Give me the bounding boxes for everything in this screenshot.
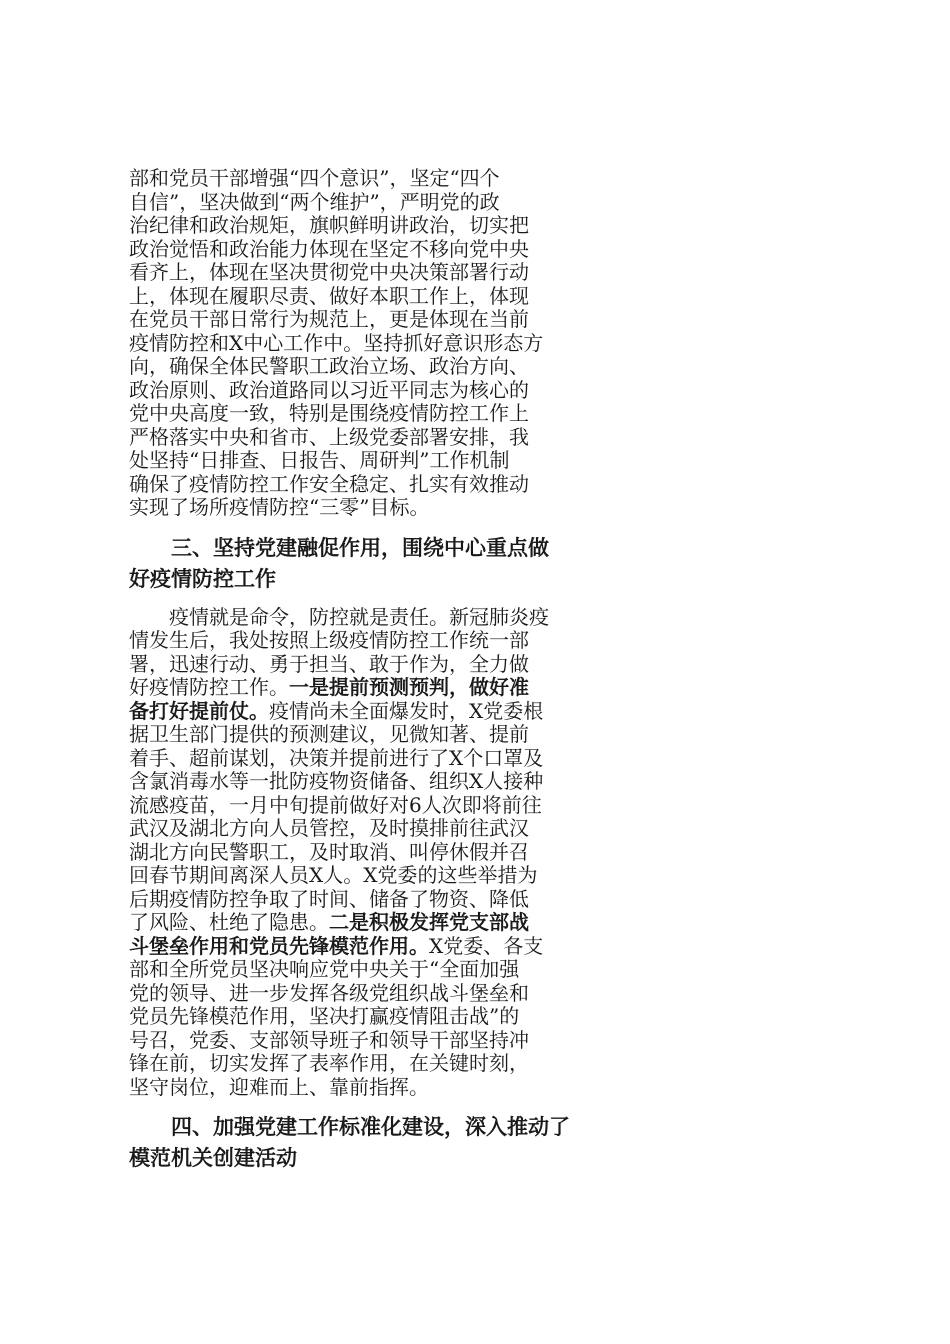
- text-run: 着手、超前谋划，决策并提前进行了X个口罩及: [129, 745, 544, 770]
- text-run: 了风险、杜绝了隐患。: [129, 910, 329, 934]
- text-run: 党的领导、进一步发挥各级党组织战斗堡垒和: [129, 980, 529, 1005]
- text-line: [129, 308, 819, 332]
- text-line: [129, 261, 819, 285]
- text-run: 政治原则、政治道路同以习近平同志为核心的: [129, 377, 529, 402]
- text-run: 流感疫苗，一月中旬提前做好对6人次即将前往: [129, 792, 542, 817]
- text-run: 疫情尚未全面爆发时，X党委根: [269, 698, 544, 723]
- text-line: [129, 496, 819, 520]
- text-line: [129, 982, 819, 1006]
- text-run: 疫情就是命令，防控就是责任。新冠肺炎疫: [129, 604, 549, 629]
- text-line: [129, 700, 819, 724]
- text-run: 在党员干部日常行为规范上，更是体现在当前: [129, 307, 529, 331]
- text-line: [129, 1076, 819, 1100]
- text-line: [129, 1029, 819, 1053]
- text-line: [129, 770, 819, 794]
- text-line: [129, 473, 819, 497]
- text-run: 上，体现在履职尽责、做好本职工作上，体现: [129, 283, 529, 308]
- text-run: 后期疫情防控争取了时间、储备了物资、降低: [129, 886, 529, 911]
- section-heading: [129, 1111, 819, 1173]
- paragraph: [129, 606, 819, 1100]
- text-line: [129, 449, 819, 473]
- text-run: 严格落实中央和省市、上级党委部署安排，我: [129, 424, 529, 449]
- text-line: [129, 285, 819, 309]
- text-line: [129, 723, 819, 747]
- text-run: 看齐上，体现在坚决贯彻党中央决策部署行动: [129, 260, 529, 284]
- text-run: 好疫情防控工作: [129, 565, 276, 591]
- bold-text: 斗堡垒作用和党员先锋模范作用。: [129, 933, 429, 958]
- text-line: [129, 958, 819, 982]
- text-line: [129, 653, 819, 677]
- text-run: 湖北方向民警职工，及时取消、叫停休假并召: [129, 839, 529, 864]
- text-line: [129, 676, 819, 700]
- text-line: [129, 888, 819, 912]
- text-run: 向，确保全体民警职工政治立场、政治方向、: [129, 354, 529, 378]
- text-line: [129, 167, 819, 191]
- text-line: [129, 379, 819, 403]
- bold-text: 二是积极发挥党支部战: [329, 910, 529, 934]
- text-run: 实现了场所疫情防控“三零”目标。: [129, 495, 430, 519]
- text-line: [129, 864, 819, 888]
- text-run: 治纪律和政治规矩，旗帜鲜明讲政治，切实把: [129, 213, 529, 237]
- text-run: 坚守岗位，迎难而上、靠前指挥。: [129, 1074, 429, 1099]
- text-run: 模范机关创建活动: [129, 1145, 297, 1170]
- text-run: 回春节期间离深人员X人。X党委的这些举措为: [129, 863, 538, 887]
- section-heading: [129, 532, 819, 594]
- text-line: [129, 747, 819, 771]
- text-line: [129, 191, 819, 215]
- text-line: [129, 214, 819, 238]
- text-line: [129, 1142, 819, 1173]
- text-line: [129, 841, 819, 865]
- text-line: [129, 332, 819, 356]
- text-line: [129, 817, 819, 841]
- text-run: 部和全所党员坚决响应党中央关于“全面加强: [129, 957, 520, 981]
- text-run: 好疫情防控工作。: [129, 675, 289, 699]
- text-run: 含氯消毒水等一批防疫物资储备、组织X人接种: [129, 769, 544, 793]
- text-line: [129, 402, 819, 426]
- text-run: 党员先锋模范作用，坚决打赢疫情阻击战”的: [129, 1004, 520, 1028]
- bold-text: 备打好提前仗。: [129, 698, 269, 723]
- text-run: 政治觉悟和政治能力体现在坚定不移向党中央: [129, 236, 529, 261]
- document-page: [129, 167, 819, 1173]
- text-run: 锋在前，切实发挥了表率作用，在关键时刻，: [129, 1051, 529, 1075]
- text-run: 情发生后，我处按照上级疫情防控工作统一部: [129, 628, 529, 652]
- text-line: [129, 532, 819, 563]
- text-run: 四、加强党建工作标准化建设，深入推动了: [129, 1114, 570, 1139]
- text-run: 三、坚持党建融促作用，围绕中心重点做: [129, 534, 549, 560]
- text-line: [129, 563, 819, 594]
- text-line: [129, 355, 819, 379]
- text-run: 部和党员干部增强“四个意识”，坚定“四个: [129, 166, 500, 190]
- text-line: [129, 794, 819, 818]
- text-line: [129, 426, 819, 450]
- bold-text: 一是提前预测预判，做好准: [289, 675, 529, 699]
- text-line: [129, 1111, 819, 1142]
- text-line: [129, 1052, 819, 1076]
- text-line: [129, 606, 819, 630]
- text-run: X党委、各支: [429, 933, 544, 958]
- text-line: [129, 1005, 819, 1029]
- text-line: [129, 935, 819, 959]
- paragraph: [129, 167, 819, 520]
- text-run: 武汉及湖北方向人员管控，及时摸排前往武汉: [129, 816, 529, 840]
- text-run: 疫情防控和X中心工作中。坚持抓好意识形态方: [129, 330, 544, 355]
- text-run: 确保了疫情防控工作安全稳定、扎实有效推动: [129, 471, 529, 496]
- text-run: 党中央高度一致，特别是围绕疫情防控工作上: [129, 401, 529, 425]
- text-line: [129, 911, 819, 935]
- text-line: [129, 629, 819, 653]
- text-run: 处坚持“日排查、日报告、周研判”工作机制: [129, 448, 510, 472]
- text-run: 据卫生部门提供的预测建议，见微知著、提前: [129, 722, 529, 746]
- text-run: 号召，党委、支部领导班子和领导干部坚持冲: [129, 1027, 529, 1052]
- text-line: [129, 238, 819, 262]
- text-run: 自信”，坚决做到“两个维护”，严明党的政: [129, 189, 500, 214]
- text-run: 署，迅速行动、勇于担当、敢于作为，全力做: [129, 651, 529, 676]
